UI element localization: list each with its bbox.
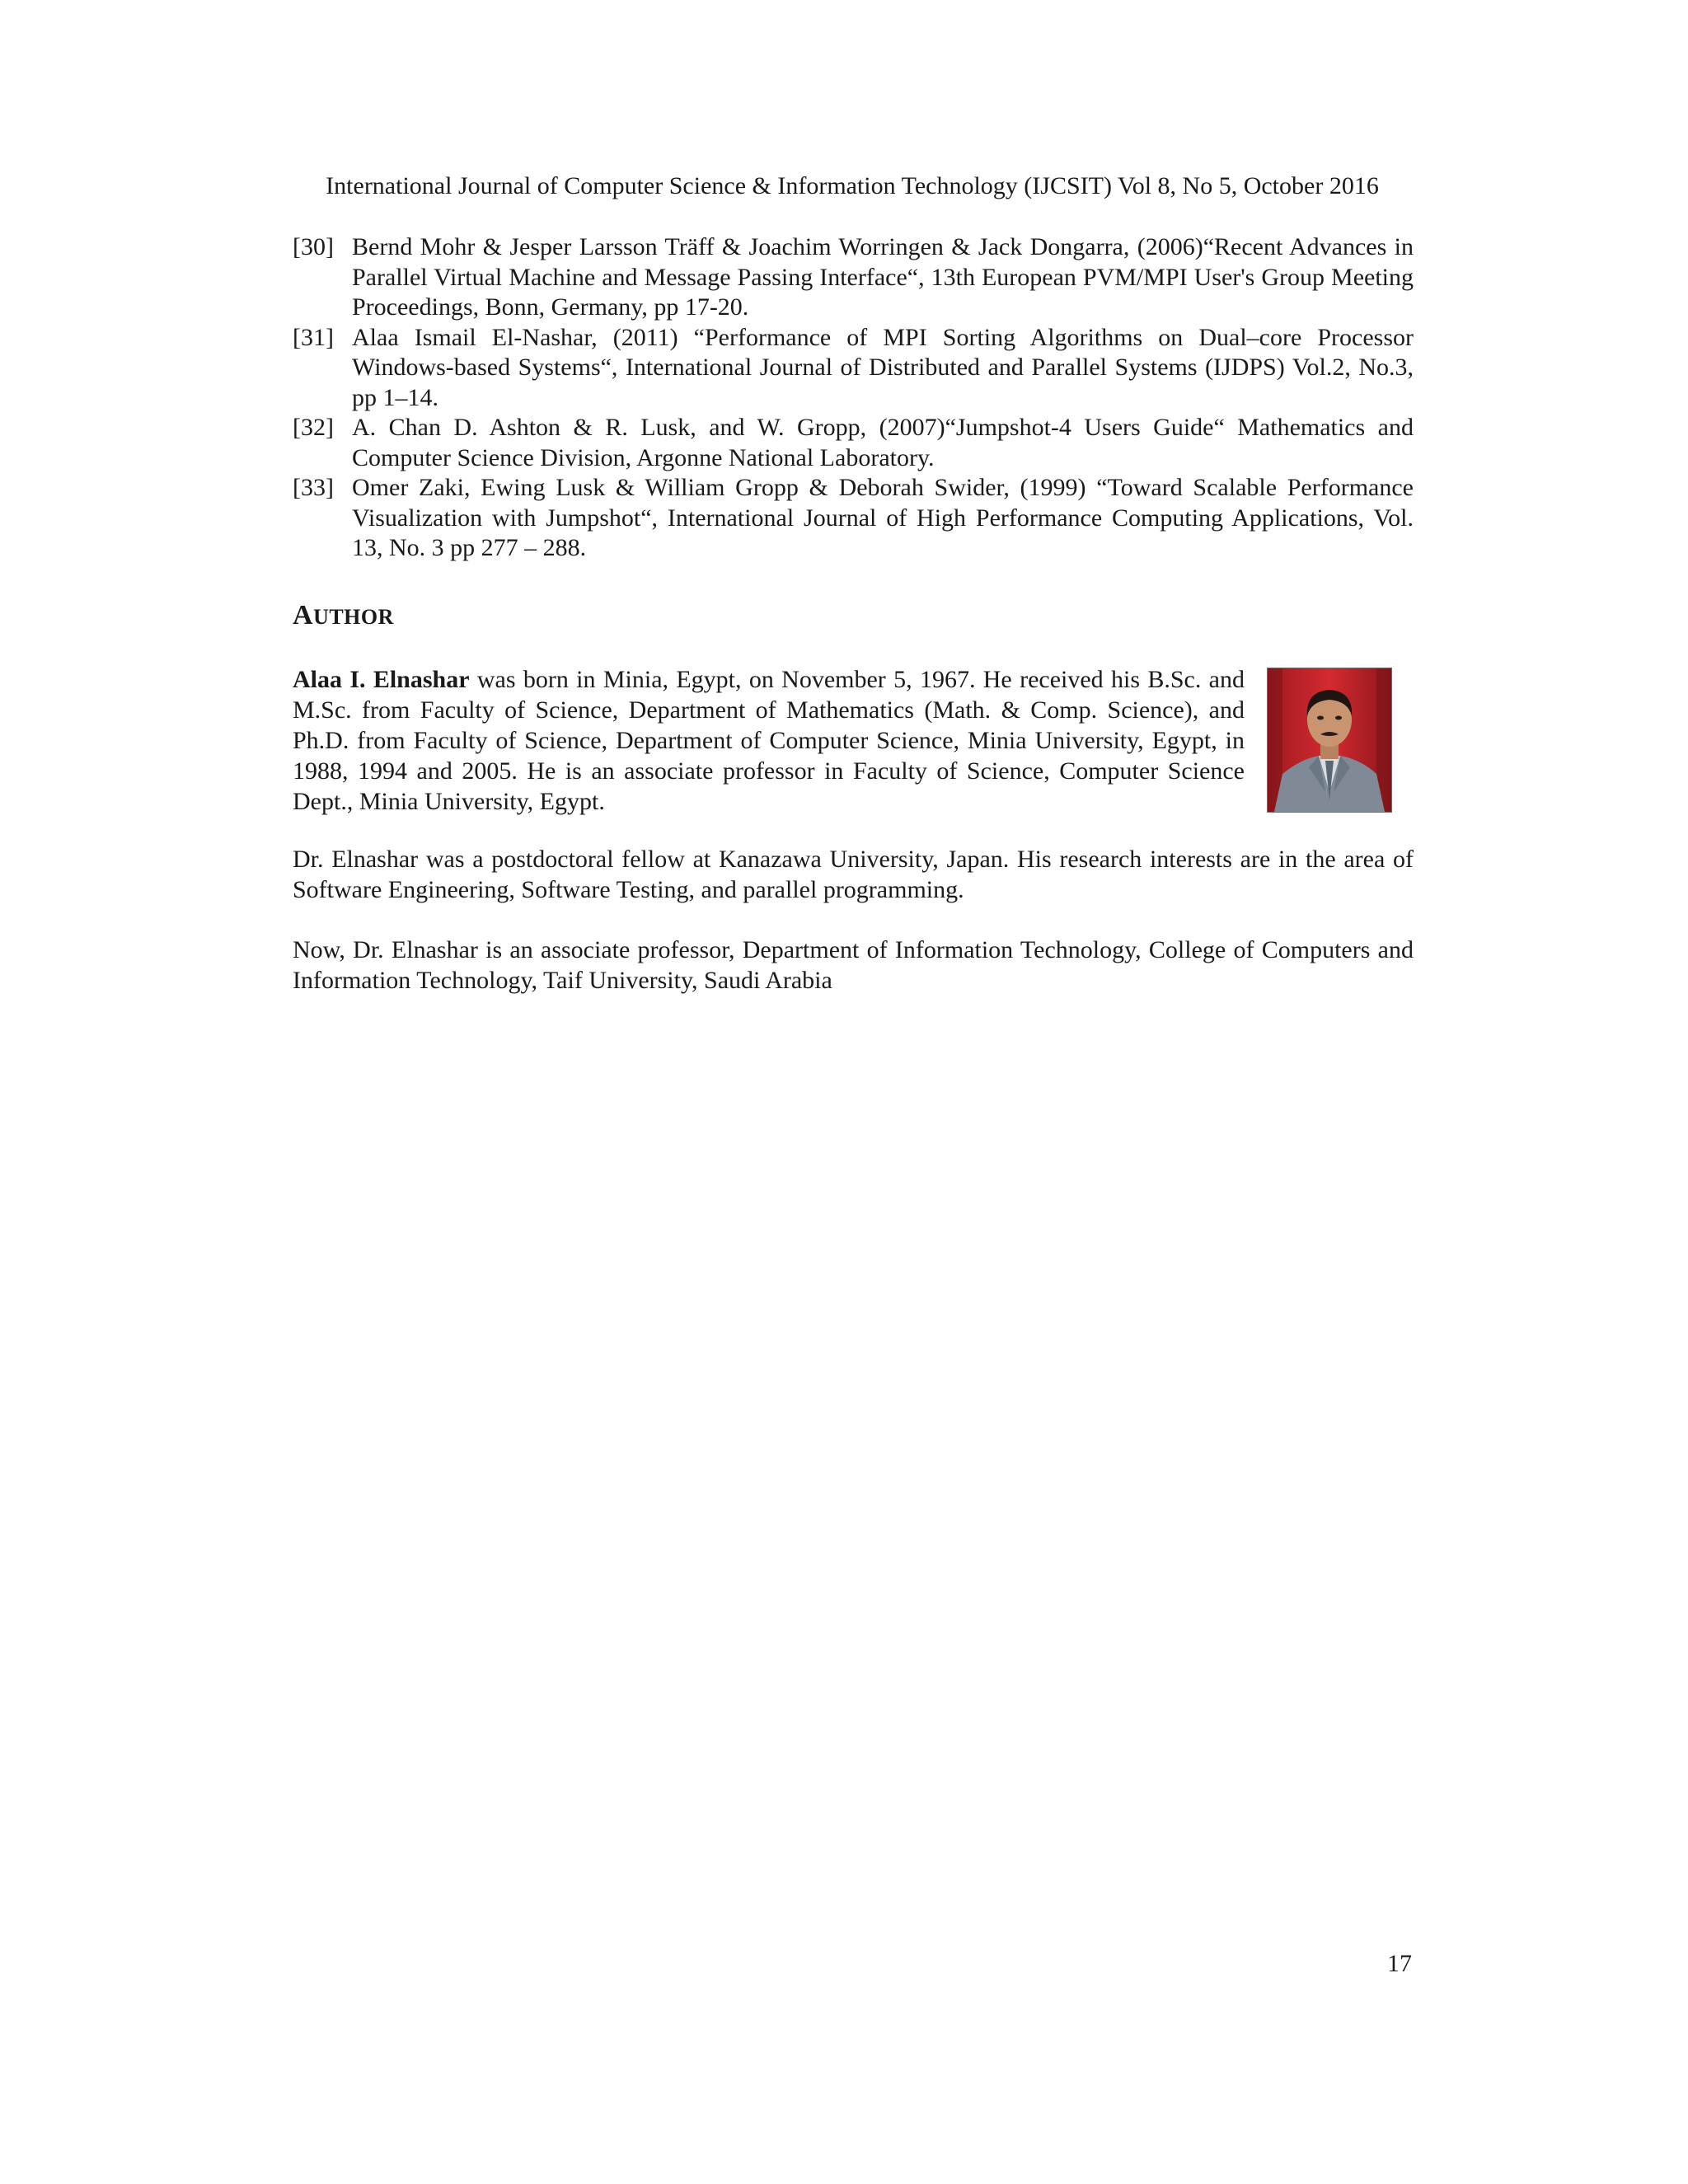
author-bio-text: was born in Minia, Egypt, on November 5, 1967. He received his B.Sc. and M.Sc. from Faculty of Science, Department of Mathematics (Math. & Comp. Science), and Ph.D. from Faculty of Science, Department of Computer Science, Minia University, Egypt, in 1988, 1994 and 2005. He is an associate professor in Faculty of Science, Computer Science Dept., Minia University, Egypt. <box>293 666 1245 815</box>
reference-number: [31] <box>293 323 334 351</box>
author-photo <box>1267 668 1392 813</box>
reference-text: Omer Zaki, Ewing Lusk & William Gropp & Deborah Swider, (1999) “Toward Scalable Performance Visualization with Jumpshot“, International Journal of High Performance Computing Applications, Vol. 13, No. 3 pp 277 – 288. <box>352 474 1414 561</box>
author-section-heading <box>293 600 394 631</box>
reference-text: Alaa Ismail El-Nashar, (2011) “Performance of MPI Sorting Algorithms on Dual–core Processor Windows-based Systems“, International Journal of Distributed and Parallel Systems (IJDPS) Vol.2, No.3, pp 1–14. <box>352 323 1414 411</box>
author-bio <box>293 664 1245 817</box>
reference-item <box>293 473 1414 564</box>
reference-number: [30] <box>293 233 334 260</box>
heading-rest: UTHOR <box>313 605 394 629</box>
reference-number: [32] <box>293 414 334 441</box>
author-portrait-image <box>1268 668 1391 812</box>
references-list <box>293 232 1414 564</box>
author-paragraph-3: Now, Dr. Elnashar is an associate professor, Department of Information Technology, College of Computers and Information Technology, Taif University, Saudi Arabia <box>293 936 1414 994</box>
running-header: International Journal of Computer Science & Information Technology (IJCSIT) Vol 8, No 5, October 2016 <box>326 172 1379 199</box>
reference-item <box>293 232 1414 323</box>
page-number: 17 <box>1387 1950 1412 1977</box>
reference-item <box>293 323 1414 414</box>
reference-item <box>293 413 1414 473</box>
heading-initial: A <box>293 600 314 630</box>
reference-text: A. Chan D. Ashton & R. Lusk, and W. Gropp, (2007)“Jumpshot-4 Users Guide“ Mathematics and Computer Science Division, Argonne National Laboratory. <box>352 414 1414 471</box>
reference-number: [33] <box>293 474 334 501</box>
author-paragraph-2: Dr. Elnashar was a postdoctoral fellow at Kanazawa University, Japan. His research interests are in the area of Software Engineering, Software Testing, and parallel programming. <box>293 846 1414 903</box>
reference-text: Bernd Mohr & Jesper Larsson Träff & Joachim Worringen & Jack Dongarra, (2006)“Recent Advances in Parallel Virtual Machine and Message Passing Interface“, 13th European PVM/MPI User's Group Meeting Proceedings, Bonn, Germany, pp 17-20. <box>352 233 1414 321</box>
author-name: Alaa I. Elnashar <box>293 666 470 693</box>
